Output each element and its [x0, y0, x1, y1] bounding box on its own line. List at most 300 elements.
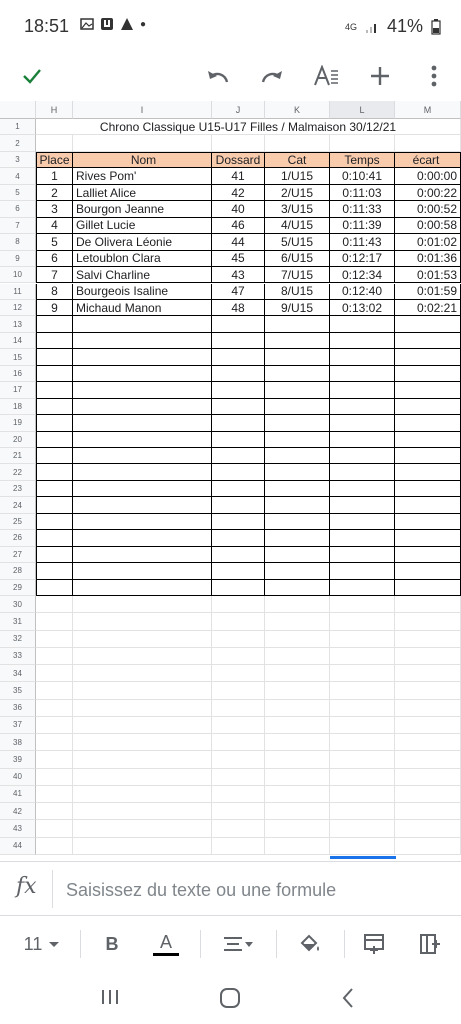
row-header[interactable]: 44 — [0, 838, 36, 855]
empty-cell[interactable] — [395, 530, 461, 546]
empty-cell[interactable] — [265, 820, 330, 837]
empty-cell[interactable] — [36, 415, 73, 431]
empty-cell[interactable] — [395, 382, 461, 398]
empty-cell[interactable] — [395, 432, 461, 448]
row-header[interactable]: 27 — [0, 547, 36, 563]
empty-cell[interactable] — [36, 717, 73, 734]
table-header-cell[interactable]: Place — [36, 152, 73, 168]
empty-cell[interactable] — [73, 613, 212, 630]
row-header[interactable]: 41 — [0, 786, 36, 803]
empty-cell[interactable] — [36, 382, 73, 398]
empty-cell[interactable] — [212, 514, 265, 530]
empty-cell[interactable] — [395, 631, 461, 648]
empty-cell[interactable] — [265, 530, 330, 546]
empty-cell[interactable] — [212, 547, 265, 563]
empty-cell[interactable] — [73, 751, 212, 768]
back-icon[interactable] — [340, 987, 356, 1009]
empty-cell[interactable] — [73, 514, 212, 530]
table-header-cell[interactable]: Nom — [73, 152, 212, 168]
insert-column-button[interactable] — [412, 926, 448, 962]
result-cell[interactable]: 0:01:02 — [395, 234, 461, 250]
row-header[interactable]: 42 — [0, 803, 36, 820]
empty-cell[interactable] — [330, 481, 395, 497]
result-cell[interactable]: Letoublon Clara — [73, 251, 212, 267]
result-cell[interactable]: 9 — [36, 300, 73, 316]
empty-cell[interactable] — [330, 751, 395, 768]
result-cell[interactable]: 0:11:03 — [330, 185, 395, 201]
empty-cell[interactable] — [265, 648, 330, 665]
result-cell[interactable]: 0:11:43 — [330, 234, 395, 250]
empty-cell[interactable] — [330, 803, 395, 820]
empty-cell[interactable] — [265, 682, 330, 699]
row-header[interactable]: 8 — [0, 234, 36, 250]
empty-cell[interactable] — [212, 448, 265, 464]
empty-cell[interactable] — [212, 838, 265, 855]
empty-cell[interactable] — [73, 563, 212, 579]
result-cell[interactable]: 0:12:34 — [330, 267, 395, 283]
empty-cell[interactable] — [330, 316, 395, 332]
row-header[interactable]: 36 — [0, 700, 36, 717]
result-cell[interactable]: 46 — [212, 218, 265, 234]
row-header[interactable]: 38 — [0, 734, 36, 751]
empty-cell[interactable] — [395, 448, 461, 464]
empty-cell[interactable] — [36, 613, 73, 630]
empty-cell[interactable] — [395, 596, 461, 613]
selection-handle[interactable] — [330, 856, 396, 859]
row-header[interactable]: 30 — [0, 596, 36, 613]
result-cell[interactable]: 0:00:00 — [395, 168, 461, 184]
empty-cell[interactable] — [212, 399, 265, 415]
empty-cell[interactable] — [330, 786, 395, 803]
empty-cell[interactable] — [395, 769, 461, 786]
empty-cell[interactable] — [265, 751, 330, 768]
select-all-corner[interactable] — [0, 101, 36, 119]
result-cell[interactable]: 42 — [212, 185, 265, 201]
confirm-check-icon[interactable] — [14, 58, 50, 94]
empty-cell[interactable] — [73, 333, 212, 349]
result-cell[interactable]: 7/U15 — [265, 267, 330, 283]
empty-cell[interactable] — [36, 751, 73, 768]
empty-cell[interactable] — [36, 497, 73, 513]
empty-cell[interactable] — [330, 399, 395, 415]
empty-cell[interactable] — [73, 682, 212, 699]
row-header[interactable]: 28 — [0, 563, 36, 579]
result-cell[interactable]: 0:02:21 — [395, 300, 461, 316]
column-header[interactable]: I — [73, 101, 212, 119]
empty-cell[interactable] — [36, 530, 73, 546]
empty-cell[interactable] — [73, 820, 212, 837]
empty-cell[interactable] — [265, 382, 330, 398]
row-header[interactable]: 21 — [0, 448, 36, 464]
empty-cell[interactable] — [330, 497, 395, 513]
empty-cell[interactable] — [330, 700, 395, 717]
empty-cell[interactable] — [330, 631, 395, 648]
empty-cell[interactable] — [330, 448, 395, 464]
empty-cell[interactable] — [330, 514, 395, 530]
empty-cell[interactable] — [265, 596, 330, 613]
empty-cell[interactable] — [395, 497, 461, 513]
empty-cell[interactable] — [265, 547, 330, 563]
empty-cell[interactable] — [395, 682, 461, 699]
empty-cell[interactable] — [36, 596, 73, 613]
empty-cell[interactable] — [330, 580, 395, 596]
result-cell[interactable]: 0:13:02 — [330, 300, 395, 316]
insert-row-button[interactable] — [356, 926, 392, 962]
result-cell[interactable]: 4/U15 — [265, 218, 330, 234]
row-header[interactable]: 25 — [0, 514, 36, 530]
empty-cell[interactable] — [73, 717, 212, 734]
empty-cell[interactable] — [330, 613, 395, 630]
empty-cell[interactable] — [212, 580, 265, 596]
empty-cell[interactable] — [36, 734, 73, 751]
empty-cell[interactable] — [73, 399, 212, 415]
empty-cell[interactable] — [212, 786, 265, 803]
empty-cell[interactable] — [330, 838, 395, 855]
empty-cell[interactable] — [265, 717, 330, 734]
empty-cell[interactable] — [265, 803, 330, 820]
empty-cell[interactable] — [330, 665, 395, 682]
empty-cell[interactable] — [73, 631, 212, 648]
row-header[interactable]: 16 — [0, 366, 36, 382]
result-cell[interactable]: 47 — [212, 284, 265, 300]
empty-cell[interactable] — [212, 682, 265, 699]
row-header[interactable]: 1 — [0, 119, 36, 135]
empty-cell[interactable] — [73, 366, 212, 382]
empty-cell[interactable] — [73, 349, 212, 365]
empty-cell[interactable] — [212, 563, 265, 579]
row-header[interactable]: 32 — [0, 631, 36, 648]
empty-cell[interactable] — [212, 497, 265, 513]
empty-cell[interactable] — [73, 497, 212, 513]
column-header[interactable]: K — [265, 101, 330, 119]
result-cell[interactable]: De Olivera Léonie — [73, 234, 212, 250]
row-header[interactable]: 26 — [0, 530, 36, 546]
result-cell[interactable]: 1 — [36, 168, 73, 184]
redo-icon[interactable] — [254, 58, 290, 94]
table-header-cell[interactable]: Dossard — [212, 152, 265, 168]
empty-cell[interactable] — [36, 316, 73, 332]
result-cell[interactable]: 0:00:52 — [395, 201, 461, 217]
empty-cell[interactable] — [395, 786, 461, 803]
empty-cell[interactable] — [36, 464, 73, 480]
result-cell[interactable]: 0:01:53 — [395, 267, 461, 283]
result-cell[interactable]: Bourgeois Isaline — [73, 284, 212, 300]
empty-cell[interactable] — [330, 382, 395, 398]
formula-input[interactable]: Saisissez du texte ou une formule — [66, 880, 337, 900]
empty-cell[interactable] — [395, 135, 461, 151]
result-cell[interactable]: 0:00:58 — [395, 218, 461, 234]
result-cell[interactable]: 8 — [36, 284, 73, 300]
result-cell[interactable]: 0:11:39 — [330, 218, 395, 234]
result-cell[interactable]: 0:12:17 — [330, 251, 395, 267]
empty-cell[interactable] — [395, 751, 461, 768]
result-cell[interactable]: 6/U15 — [265, 251, 330, 267]
empty-cell[interactable] — [73, 135, 212, 151]
result-cell[interactable]: 43 — [212, 267, 265, 283]
empty-cell[interactable] — [330, 135, 395, 151]
result-cell[interactable]: Rives Pom' — [73, 168, 212, 184]
empty-cell[interactable] — [212, 665, 265, 682]
empty-cell[interactable] — [395, 514, 461, 530]
empty-cell[interactable] — [330, 648, 395, 665]
empty-cell[interactable] — [330, 734, 395, 751]
row-header[interactable]: 35 — [0, 682, 36, 699]
result-cell[interactable]: Gillet Lucie — [73, 218, 212, 234]
result-cell[interactable]: 7 — [36, 267, 73, 283]
empty-cell[interactable] — [395, 700, 461, 717]
result-cell[interactable]: 2 — [36, 185, 73, 201]
empty-cell[interactable] — [395, 481, 461, 497]
empty-cell[interactable] — [395, 333, 461, 349]
spreadsheet-grid[interactable] — [0, 101, 461, 861]
recent-apps-icon[interactable] — [100, 987, 120, 1007]
empty-cell[interactable] — [330, 464, 395, 480]
empty-cell[interactable] — [36, 648, 73, 665]
empty-cell[interactable] — [36, 786, 73, 803]
empty-cell[interactable] — [73, 382, 212, 398]
empty-cell[interactable] — [73, 803, 212, 820]
empty-cell[interactable] — [265, 631, 330, 648]
empty-cell[interactable] — [36, 135, 73, 151]
empty-cell[interactable] — [330, 820, 395, 837]
column-header[interactable]: L — [330, 101, 395, 119]
result-cell[interactable]: 0:11:33 — [330, 201, 395, 217]
empty-cell[interactable] — [212, 631, 265, 648]
horizontal-align-button[interactable] — [216, 926, 260, 962]
empty-cell[interactable] — [265, 333, 330, 349]
row-header[interactable]: 33 — [0, 648, 36, 665]
table-header-cell[interactable]: écart — [395, 152, 461, 168]
empty-cell[interactable] — [36, 803, 73, 820]
function-icon[interactable]: fx — [16, 874, 37, 899]
row-header[interactable]: 20 — [0, 432, 36, 448]
result-cell[interactable]: 41 — [212, 168, 265, 184]
empty-cell[interactable] — [212, 530, 265, 546]
empty-cell[interactable] — [212, 366, 265, 382]
result-cell[interactable]: 48 — [212, 300, 265, 316]
empty-cell[interactable] — [36, 366, 73, 382]
empty-cell[interactable] — [212, 349, 265, 365]
empty-cell[interactable] — [36, 580, 73, 596]
empty-cell[interactable] — [73, 481, 212, 497]
row-header[interactable]: 2 — [0, 135, 36, 151]
home-icon[interactable] — [219, 987, 241, 1009]
empty-cell[interactable] — [73, 596, 212, 613]
result-cell[interactable]: 45 — [212, 251, 265, 267]
empty-cell[interactable] — [265, 613, 330, 630]
result-cell[interactable]: Salvi Charline — [73, 267, 212, 283]
empty-cell[interactable] — [330, 333, 395, 349]
empty-cell[interactable] — [73, 464, 212, 480]
empty-cell[interactable] — [36, 432, 73, 448]
result-cell[interactable]: 2/U15 — [265, 185, 330, 201]
empty-cell[interactable] — [330, 366, 395, 382]
row-header[interactable]: 10 — [0, 267, 36, 283]
empty-cell[interactable] — [395, 316, 461, 332]
empty-cell[interactable] — [73, 665, 212, 682]
bold-button[interactable]: B — [105, 933, 119, 954]
empty-cell[interactable] — [73, 580, 212, 596]
empty-cell[interactable] — [395, 613, 461, 630]
empty-cell[interactable] — [265, 399, 330, 415]
empty-cell[interactable] — [265, 838, 330, 855]
row-header[interactable]: 6 — [0, 201, 36, 217]
empty-cell[interactable] — [212, 751, 265, 768]
empty-cell[interactable] — [330, 547, 395, 563]
empty-cell[interactable] — [36, 481, 73, 497]
empty-cell[interactable] — [330, 349, 395, 365]
result-cell[interactable]: Lalliet Alice — [73, 185, 212, 201]
empty-cell[interactable] — [36, 820, 73, 837]
row-header[interactable]: 7 — [0, 218, 36, 234]
empty-cell[interactable] — [73, 448, 212, 464]
empty-cell[interactable] — [212, 596, 265, 613]
result-cell[interactable]: 3/U15 — [265, 201, 330, 217]
result-cell[interactable]: 4 — [36, 218, 73, 234]
result-cell[interactable]: 6 — [36, 251, 73, 267]
result-cell[interactable]: 5 — [36, 234, 73, 250]
result-cell[interactable]: 0:00:22 — [395, 185, 461, 201]
empty-cell[interactable] — [36, 448, 73, 464]
result-cell[interactable]: 5/U15 — [265, 234, 330, 250]
empty-cell[interactable] — [36, 700, 73, 717]
empty-cell[interactable] — [265, 349, 330, 365]
empty-cell[interactable] — [212, 700, 265, 717]
result-cell[interactable]: 44 — [212, 234, 265, 250]
empty-cell[interactable] — [212, 734, 265, 751]
row-header[interactable]: 23 — [0, 481, 36, 497]
result-cell[interactable]: 0:01:59 — [395, 284, 461, 300]
empty-cell[interactable] — [330, 682, 395, 699]
empty-cell[interactable] — [212, 481, 265, 497]
empty-cell[interactable] — [330, 530, 395, 546]
result-cell[interactable]: 9/U15 — [265, 300, 330, 316]
row-header[interactable]: 31 — [0, 613, 36, 630]
row-header[interactable]: 43 — [0, 820, 36, 837]
row-header[interactable]: 9 — [0, 251, 36, 267]
column-header[interactable]: M — [395, 101, 461, 119]
empty-cell[interactable] — [36, 399, 73, 415]
empty-cell[interactable] — [73, 432, 212, 448]
column-header[interactable]: J — [212, 101, 265, 119]
empty-cell[interactable] — [265, 316, 330, 332]
row-header[interactable]: 3 — [0, 152, 36, 168]
row-header[interactable]: 15 — [0, 349, 36, 365]
empty-cell[interactable] — [330, 563, 395, 579]
result-cell[interactable]: 0:10:41 — [330, 168, 395, 184]
empty-cell[interactable] — [73, 648, 212, 665]
empty-cell[interactable] — [265, 563, 330, 579]
empty-cell[interactable] — [395, 547, 461, 563]
row-header[interactable]: 5 — [0, 185, 36, 201]
row-header[interactable]: 4 — [0, 168, 36, 184]
empty-cell[interactable] — [212, 382, 265, 398]
empty-cell[interactable] — [265, 514, 330, 530]
empty-cell[interactable] — [36, 631, 73, 648]
empty-cell[interactable] — [265, 769, 330, 786]
empty-cell[interactable] — [73, 530, 212, 546]
empty-cell[interactable] — [395, 734, 461, 751]
row-header[interactable]: 12 — [0, 300, 36, 316]
empty-cell[interactable] — [73, 734, 212, 751]
empty-cell[interactable] — [395, 580, 461, 596]
result-cell[interactable]: 40 — [212, 201, 265, 217]
empty-cell[interactable] — [212, 769, 265, 786]
empty-cell[interactable] — [395, 415, 461, 431]
empty-cell[interactable] — [265, 135, 330, 151]
empty-cell[interactable] — [395, 563, 461, 579]
empty-cell[interactable] — [36, 514, 73, 530]
empty-cell[interactable] — [73, 769, 212, 786]
column-header[interactable]: H — [36, 101, 73, 119]
row-header[interactable]: 24 — [0, 497, 36, 513]
empty-cell[interactable] — [265, 734, 330, 751]
empty-cell[interactable] — [212, 333, 265, 349]
empty-cell[interactable] — [330, 717, 395, 734]
empty-cell[interactable] — [395, 665, 461, 682]
row-header[interactable]: 14 — [0, 333, 36, 349]
row-header[interactable]: 11 — [0, 284, 36, 300]
empty-cell[interactable] — [212, 717, 265, 734]
sheet-title-cell[interactable]: Chrono Classique U15-U17 Filles / Malmaison 30/12/21 — [36, 119, 461, 135]
empty-cell[interactable] — [395, 803, 461, 820]
empty-cell[interactable] — [73, 786, 212, 803]
empty-cell[interactable] — [73, 838, 212, 855]
row-header[interactable]: 37 — [0, 717, 36, 734]
empty-cell[interactable] — [212, 464, 265, 480]
text-format-icon[interactable] — [308, 58, 344, 94]
text-color-button[interactable] — [150, 926, 182, 962]
empty-cell[interactable] — [212, 432, 265, 448]
empty-cell[interactable] — [265, 786, 330, 803]
empty-cell[interactable] — [330, 596, 395, 613]
empty-cell[interactable] — [36, 349, 73, 365]
empty-cell[interactable] — [73, 547, 212, 563]
empty-cell[interactable] — [330, 769, 395, 786]
empty-cell[interactable] — [395, 399, 461, 415]
empty-cell[interactable] — [73, 316, 212, 332]
empty-cell[interactable] — [395, 717, 461, 734]
row-header[interactable]: 18 — [0, 399, 36, 415]
empty-cell[interactable] — [36, 547, 73, 563]
row-header[interactable]: 34 — [0, 665, 36, 682]
empty-cell[interactable] — [212, 820, 265, 837]
empty-cell[interactable] — [265, 700, 330, 717]
empty-cell[interactable] — [265, 415, 330, 431]
result-cell[interactable]: 3 — [36, 201, 73, 217]
empty-cell[interactable] — [36, 838, 73, 855]
empty-cell[interactable] — [36, 333, 73, 349]
empty-cell[interactable] — [265, 432, 330, 448]
empty-cell[interactable] — [395, 464, 461, 480]
row-header[interactable]: 40 — [0, 769, 36, 786]
empty-cell[interactable] — [73, 700, 212, 717]
empty-cell[interactable] — [265, 464, 330, 480]
fill-color-button[interactable] — [292, 926, 328, 962]
row-header[interactable]: 19 — [0, 415, 36, 431]
empty-cell[interactable] — [212, 648, 265, 665]
empty-cell[interactable] — [36, 665, 73, 682]
row-header[interactable]: 17 — [0, 382, 36, 398]
table-header-cell[interactable]: Temps — [330, 152, 395, 168]
empty-cell[interactable] — [395, 820, 461, 837]
empty-cell[interactable] — [265, 448, 330, 464]
result-cell[interactable]: 0:01:36 — [395, 251, 461, 267]
empty-cell[interactable] — [73, 415, 212, 431]
result-cell[interactable]: Bourgon Jeanne — [73, 201, 212, 217]
result-cell[interactable]: 8/U15 — [265, 284, 330, 300]
empty-cell[interactable] — [395, 648, 461, 665]
